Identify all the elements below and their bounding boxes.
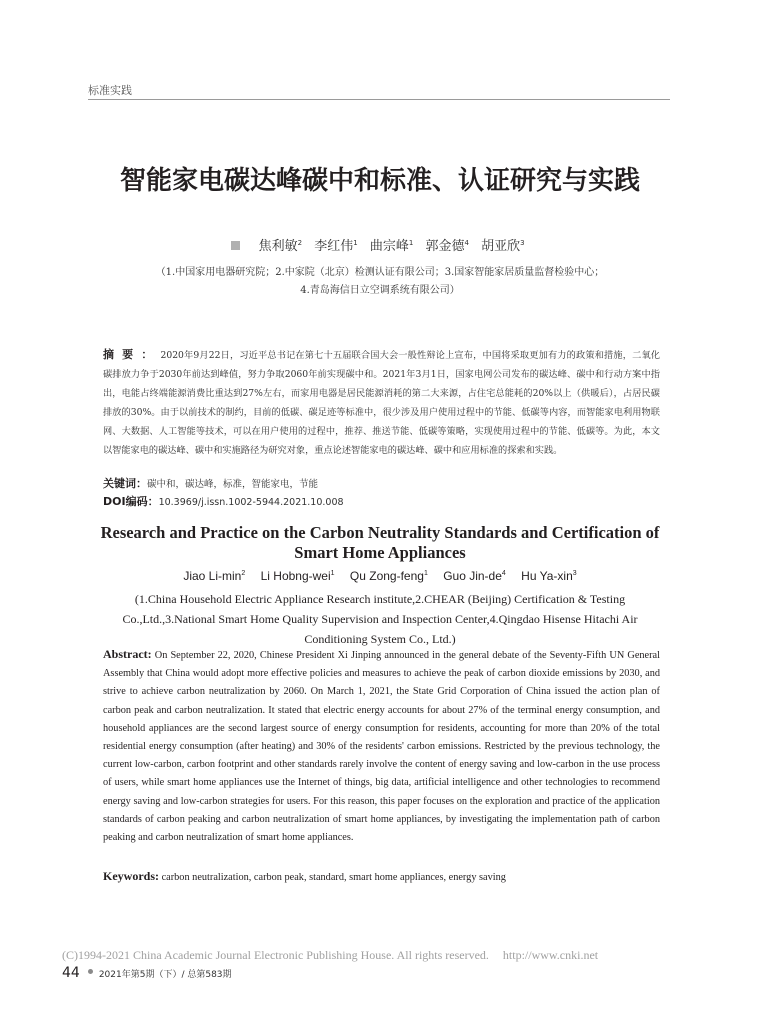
page-footer: [62, 962, 232, 981]
author-cn: 李红伟$^1$: [314, 239, 358, 254]
abstract-english: [103, 645, 660, 847]
author-en: Li Hobng-wei$^1$: [260, 569, 335, 583]
abstract-chinese: [103, 345, 660, 460]
square-bullet-icon: [231, 241, 240, 250]
author-en: Qu Zong-feng$^1$: [349, 569, 428, 583]
author-en: Guo Jin-$de^4$: [443, 569, 506, 583]
keywords-chinese: 关键词：碳中和，碳达峰，标准，智能家电，节能: [103, 477, 319, 490]
abstract-en-text: On September 22, 2020, Chinese President Xi Jinping announced in the general debate of the Seventy-Fifth UN General Assembly that China would adopt more effective policies and measures to achieve the peak of carbon dioxide emissions by 2030, and strive to achieve carbon neutralization by 2060. On March 1, 2021, the State Grid Corporation of China issued the action plan of carbon peak and carbon neutralization. It stated that electric energy accounts for about 27% of the terminal energy consumption, and household appliances are the second largest source of energy consumption for residents, accounting for more than 20% of the total residential energy consumption (after heating) and 30% of the residents' carbon emissions. Restricted by the previous technology, the current low-carbon, carbon footprint and other standards rarely involve the content of energy saving and low-carbon in the use process of users, while smart home appliances use the Internet of things, big data, artificial intelligence and other technologies to recommend energy saving and low-carbon strategies for users. For this reason, this paper focuses on the exploration and practice of the application standards of carbon peaking and carbon neutralization of smart home appliances, by investigating the implementation path of carbon peaking and carbon neutralization of smart home appliances.: [103, 650, 660, 844]
bullet-dot-icon: [88, 969, 93, 974]
abstract-cn-label: 摘要：: [103, 348, 161, 361]
affiliations-chinese: （1.中国家用电器研究院；2.中家院（北京）检测认证有限公司；3.国家智能家居质量监督检验中心； 4.青岛海信日立空调系统有限公司）: [155, 267, 605, 296]
abstract-en-label: Abstract:: [103, 647, 152, 661]
author-cn: 焦利敏$^2$: [258, 239, 303, 254]
author-en: Hu Ya-xin$^3$: [521, 569, 577, 583]
authors-chinese: [0, 235, 760, 254]
affiliations-english: (1.China Household Electric Appliance Research institute,2.CHEAR (Beijing) Certification & Testing Co.,Ltd.,3.National Smart Home Quality Supervision and Inspection Center,4.Qingdao Hisense Hitachi Air Conditioning System Co., Ltd.): [122, 592, 638, 646]
title-chinese: 智能家电碳达峰碳中和标准、认证研究与实践: [119, 166, 640, 196]
issue-info: 2021年第5期（下）/ 总第583期: [98, 970, 232, 980]
header-divider: [88, 99, 670, 100]
keywords-english: Keywords: carbon neutralization, carbon peak, standard, smart home appliances, energy saving: [103, 869, 506, 883]
title-english: Research and Practice on the Carbon Neutrality Standards and Certification of Smart Home Appliances: [100, 523, 660, 562]
copyright-watermark: (C)1994-2021 China Academic Journal Electronic Publishing House. All rights reserved. http://www.cnki.net: [62, 948, 599, 962]
doi-code: DOI编码：10.3969/j.issn.1002-5944.2021.10.008: [103, 495, 344, 508]
author-cn: 郭金德$^4$: [425, 239, 469, 254]
section-tag: 标准实践: [88, 84, 132, 97]
copyright-url[interactable]: http://www.cnki.net: [502, 948, 599, 962]
author-en: Jiao $Li-\min^2$: [183, 569, 246, 583]
authors-english: [0, 569, 760, 583]
author-cn: 曲宗峰$^1$: [369, 239, 414, 254]
page-number: 44: [62, 965, 80, 981]
abstract-cn-text: 2020年9月22日，习近平总书记在第七十五届联合国大会一般性辩论上宣布，中国将采取更加有力的政策和措施，二氧化碳排放力争于2030年前达到峰值，努力争取2060年前实现碳中和。2021年3月1日，国家电网公司发布的碳达峰、碳中和行动方案中指出，电能占终端能源消费比重达到27%左右，而家用电器是居民能源消耗的第二大来源，占住宅总能耗的20%以上（供暖后），占居民碳排放的30%。由于以前技术的制约，目前的低碳、碳足迹等标准中，很少涉及用户使用过程中的节能、低碳等内容，而智能家电利用物联网、大数据、人工智能等技术，可以在用户使用的过程中，推荐、推送节能、低碳等策略，实现使用过程中的节能、低碳等。为此，本文以智能家电的碳达峰、碳中和实施路径为研究对象，重点论述智能家电的碳达峰、碳中和应用标准的探索和实践。: [103, 350, 660, 456]
author-cn: 胡亚欣$^3$: [481, 239, 525, 254]
